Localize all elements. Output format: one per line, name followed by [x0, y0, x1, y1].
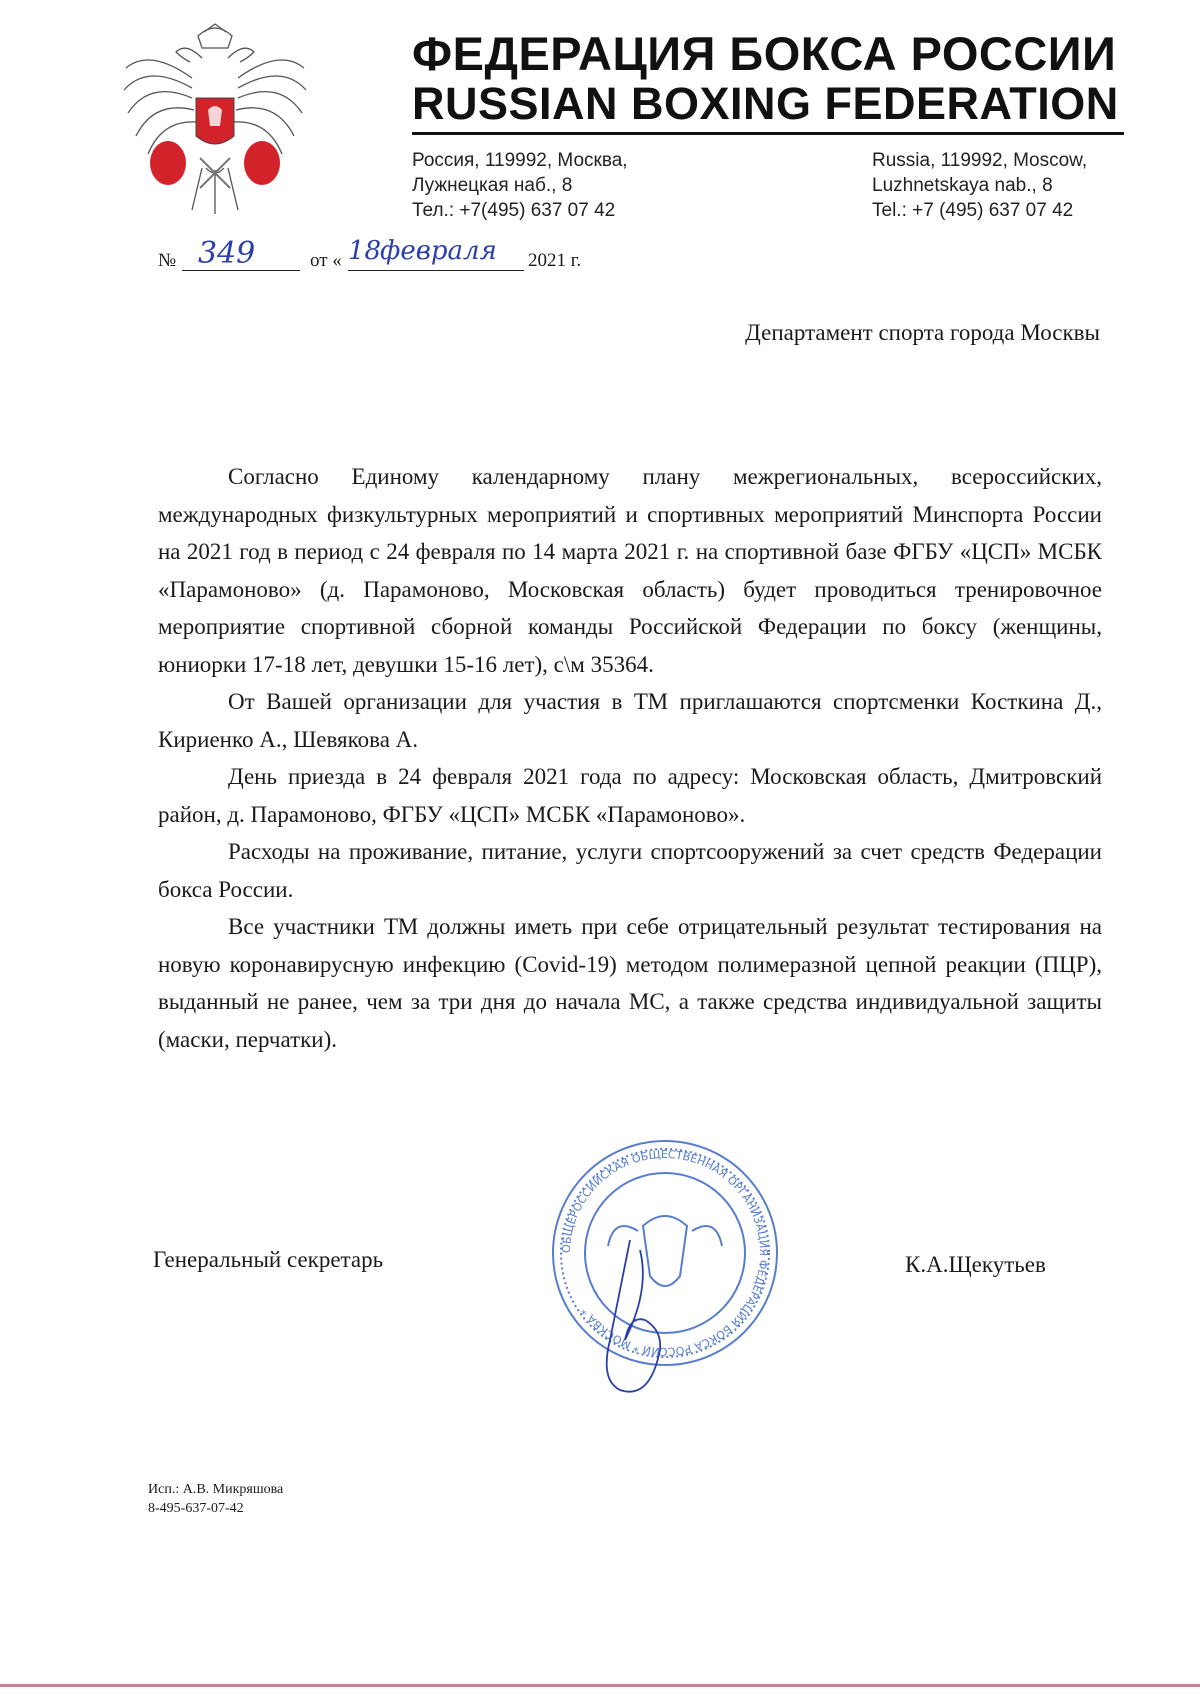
- signatory-title: Генеральный секретарь: [153, 1247, 384, 1272]
- body-paragraph: Все участники ТМ должны иметь при себе отрицательный результат тестирования на новую коронавирусную инфекцию (Covid-19) методом полимеразной цепной реакции (ПЦР), выданный не ранее, чем за три дня до начала МС, а также средства индивидуальной защиты (маски, перчатки).: [158, 914, 1102, 1052]
- handwritten-number: 349: [198, 236, 256, 271]
- address-ru-line: Тел.: +7(495) 637 07 42: [412, 200, 616, 221]
- address-en-line: Tel.: +7 (495) 637 07 42: [872, 200, 1074, 221]
- address-ru-line: Россия, 119992, Москва,: [412, 150, 628, 171]
- body-paragraph: Согласно Единому календарному плану межрегиональных, всероссийских, международных физкультурных мероприятий и спортивных мероприятий Минспорта России на 2021 год в период с 24 февраля по 14 марта 2021 г. на спортивной базе ФГБУ «ЦСП» МСБК «Парамоново» (д. Парамоново, Московская область) будет проводиться тренировочное мероприятие спортивной сборной команды Российской Федерации по боксу (женщины, юниорки 17-18 лет, девушки 15-16 лет), с\м 35364.: [158, 464, 1102, 677]
- eagle-emblem-icon: [120, 18, 310, 218]
- address-ru: [412, 148, 628, 223]
- address-en-line: Russia, 119992, Moscow,: [872, 150, 1088, 171]
- handwritten-month: февраля: [380, 236, 497, 266]
- address-en-line: Luzhnetskaya nab., 8: [872, 175, 1053, 196]
- executor-phone: 8-495-637-07-42: [148, 1501, 244, 1516]
- handwritten-day: 18: [348, 236, 382, 266]
- body-paragraph: День приезда в 24 февраля 2021 года по адресу: Московская область, Дмитровский район, д. Парамоново, ФГБУ «ЦСП» МСБК «Парамоново».: [158, 764, 1102, 827]
- body-paragraph: От Вашей организации для участия в ТМ приглашаются спортсменки Косткина Д., Кириенко А., Шевякова А.: [158, 689, 1102, 752]
- addressee: Департамент спорта города Москвы: [745, 320, 1100, 345]
- executor-name: Исп.: А.В. Микряшова: [148, 1482, 284, 1497]
- signatory-name: К.А.Щекутьев: [905, 1252, 1046, 1277]
- address-en: [872, 148, 1087, 223]
- seal-text: ОБЩЕРОССИЙСКАЯ ОБЩЕСТВЕННАЯ ОРГАНИЗАЦИЯ ФЕДЕРАЦИЯ БОКСА РОССИИ * МОСКВА *: [559, 1147, 771, 1359]
- address-ru-line: Лужнецкая наб., 8: [412, 175, 573, 196]
- org-name-ru: ФЕДЕРАЦИЯ БОКСА РОССИИ: [412, 27, 1117, 80]
- date-year: 2021 г.: [528, 250, 582, 271]
- executor-info: [148, 1480, 283, 1518]
- letter-body: [158, 458, 1102, 1058]
- body-paragraph: Расходы на проживание, питание, услуги спортсооружений за счет средств Федерации бокса России.: [158, 839, 1102, 902]
- header-divider: [412, 132, 1124, 135]
- handwritten-signature-icon: [590, 1230, 680, 1400]
- registration-line: [158, 236, 678, 276]
- scan-edge-line: [0, 1684, 1200, 1687]
- org-name-en: RUSSIAN BOXING FEDERATION: [412, 78, 1119, 129]
- date-prefix: от «: [310, 250, 342, 271]
- number-label: №: [158, 250, 177, 271]
